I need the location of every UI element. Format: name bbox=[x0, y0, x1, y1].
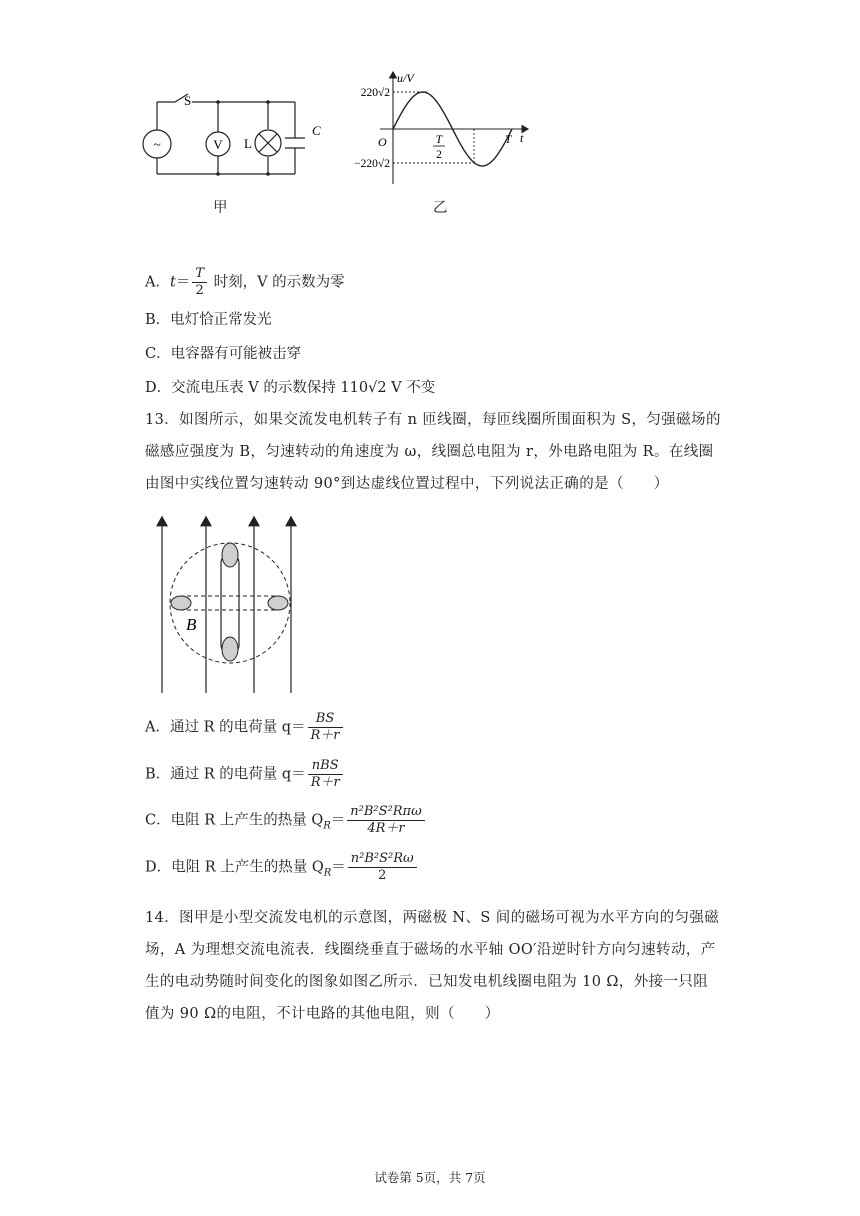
q13-option-b[interactable]: B．通过 R 的电荷量 q＝ $\frac{\text{nBS}}{R+r}$ bbox=[145, 758, 345, 791]
q12-option-c[interactable]: C．电容器有可能被击穿 bbox=[145, 346, 302, 362]
figure-caption-jia: 甲 bbox=[213, 200, 228, 216]
period-label: T bbox=[505, 134, 512, 146]
q14-line-3: 生的电动势随时间变化的图象如图乙所示．已知发电机线圈电阻为 10 Ω，外接一只阻 bbox=[145, 974, 709, 990]
field-label-b: B bbox=[186, 615, 197, 634]
capacitor-label: C bbox=[312, 123, 321, 138]
ac-source-symbol: ~ bbox=[153, 138, 161, 153]
switch-label: S bbox=[184, 93, 192, 108]
q14-line-1: 14．图甲是小型交流发电机的示意图，两磁极 N、S 间的磁场可视为水平方向的匀强磁 bbox=[145, 910, 720, 926]
q14-stem bbox=[145, 902, 725, 1030]
voltmeter-label: V bbox=[213, 137, 223, 152]
figure-caption-yi: 乙 bbox=[433, 200, 448, 216]
page-footer: 试卷第 5页，共 7页 bbox=[374, 1170, 486, 1185]
y-min-label: −220√2 bbox=[354, 158, 390, 170]
circuit-figure-jia bbox=[140, 85, 340, 185]
q13-option-a[interactable]: A．通过 R 的电荷量 q＝ $\frac{BS}{R+r}$ bbox=[145, 711, 345, 744]
lamp-label: L bbox=[244, 136, 252, 151]
x-axis-label: t bbox=[520, 131, 524, 145]
y-max-label: 220√2 bbox=[360, 87, 390, 99]
voltage-graph-yi bbox=[340, 68, 540, 190]
q13-line-1: 13．如图所示，如果交流发电机转子有 n 匝线圈，每匝线圈所围面积为 S，匀强磁场的 bbox=[145, 412, 721, 428]
q14-line-2: 场，A 为理想交流电流表．线圈绕垂直于磁场的水平轴 OO′沿逆时针方向匀速转动，产 bbox=[145, 942, 716, 958]
q13-option-c[interactable]: C．电阻 R 上产生的热量 $Q_R=$ $\frac{\text{n²B²S²Rπω}}{4R+r}$ bbox=[145, 804, 427, 837]
q12-option-b[interactable]: B．电灯恰正常发光 bbox=[145, 312, 272, 328]
fraction-t-over-2: $\frac{T}{2}$ bbox=[192, 266, 207, 299]
half-period-den: 2 bbox=[436, 149, 442, 161]
q12-option-d[interactable]: D．交流电压表 V 的示数保持 110√2 V 不变 bbox=[145, 380, 436, 396]
rotor-field-figure bbox=[148, 510, 308, 698]
q14-line-4: 值为 90 Ω的电阻，不计电路的其他电阻，则（ ） bbox=[145, 1006, 500, 1022]
q12-option-a[interactable]: A．t＝ $\frac{T}{2}$ 时刻，V 的示数为零 bbox=[145, 266, 345, 298]
q13-line-2: 磁感应强度为 B，匀速转动的角速度为 ω，线圈总电阻为 r，外电路电阻为 R。在线圈 bbox=[145, 444, 714, 460]
origin-label: O bbox=[378, 135, 387, 149]
q13-option-d[interactable]: D．电阻 R 上产生的热量 $Q_R=$ $\frac{\text{n²B²S²Rω}}{2}$ bbox=[145, 851, 419, 884]
q13-stem bbox=[145, 404, 725, 500]
half-period-num: T bbox=[435, 134, 443, 146]
y-axis-label: u/V bbox=[397, 71, 414, 85]
q13-line-3: 由图中实线位置匀速转动 90°到达虚线位置过程中，下列说法正确的是（ ） bbox=[145, 476, 669, 492]
